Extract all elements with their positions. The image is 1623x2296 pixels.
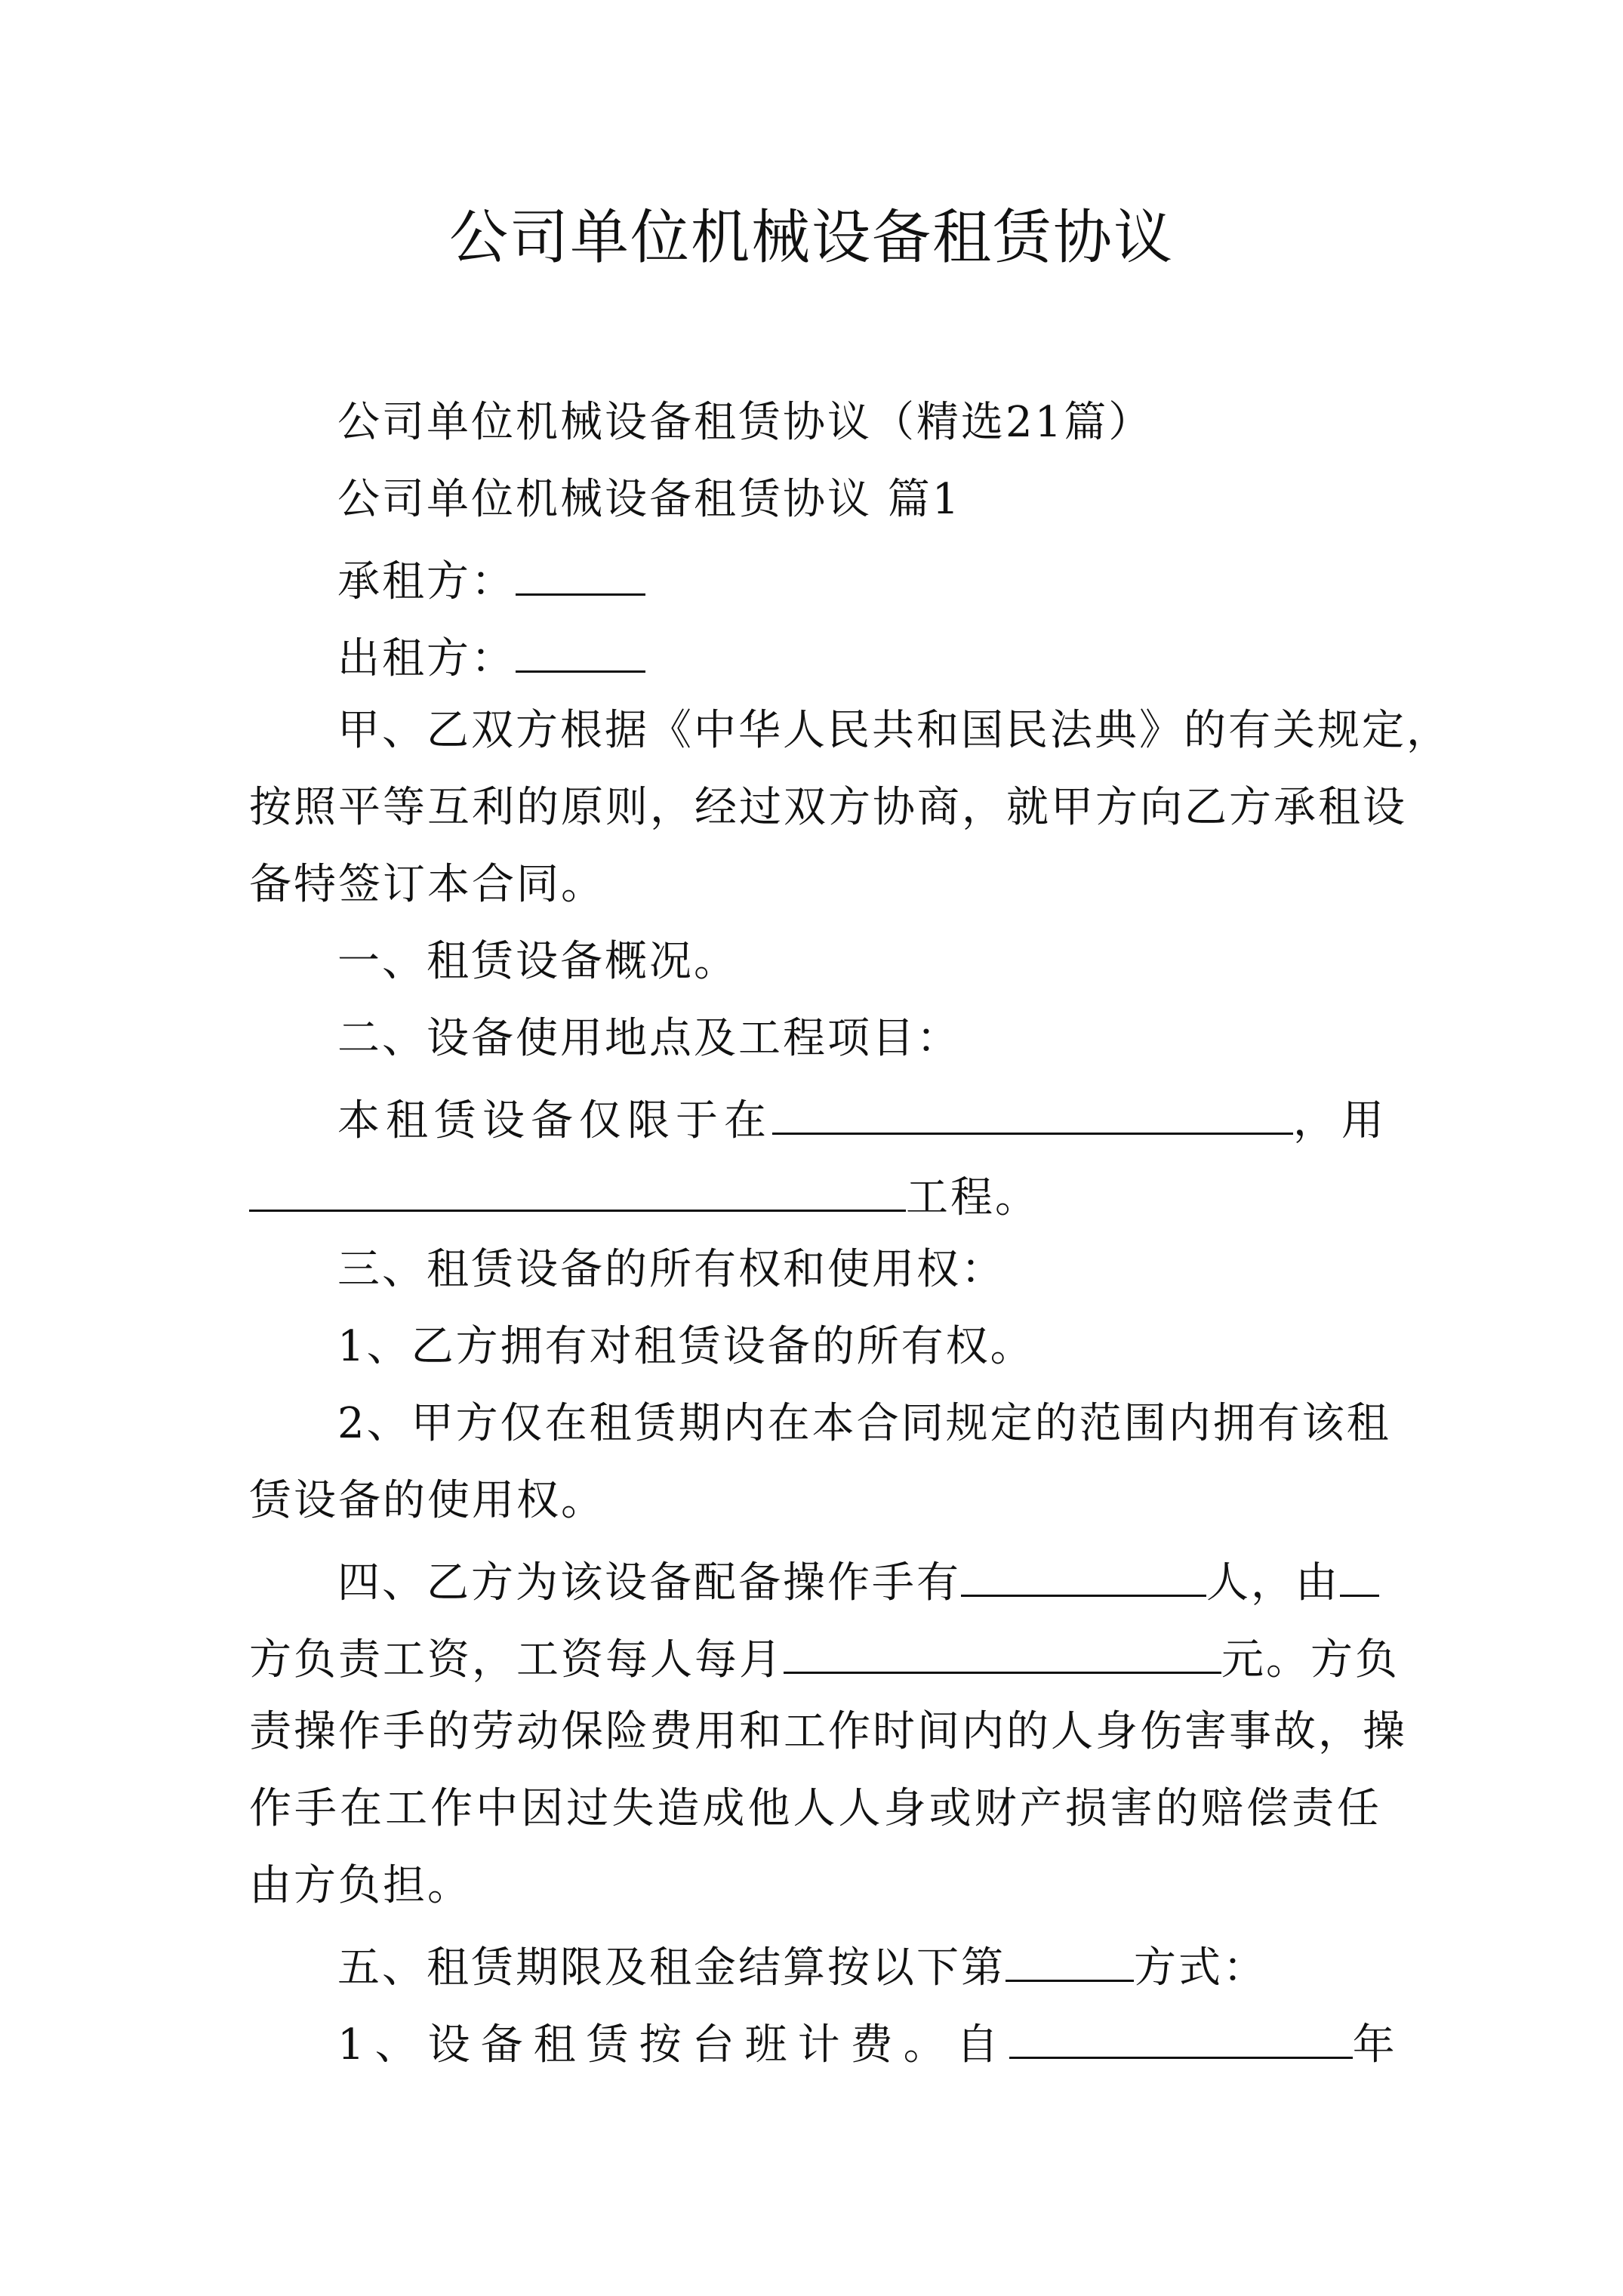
lessee-blank: [516, 547, 645, 596]
location-text-c: 工程。: [906, 1173, 1039, 1222]
item-4-text-c: 方负责工资，工资每人每月: [249, 1635, 784, 1684]
project-blank: [249, 1163, 906, 1212]
intro-line-1: 甲、乙双方根据《中华人民共和国民法典》的有关规定，: [337, 706, 1451, 755]
item-4-line-4: 作手在工作中因过失造成他人人身或财产损害的赔偿责任: [249, 1784, 1381, 1833]
item-5-1-text-a: 1、设备租赁按台班计费。自: [337, 2020, 1009, 2069]
item-1: 一、租赁设备概况。: [337, 937, 738, 986]
document-title: 公司单位机械设备租赁协议: [448, 204, 1174, 272]
item-4-text-d: 元。方负: [1221, 1635, 1400, 1684]
lessor-label: 出租方：: [337, 634, 516, 683]
lessee-label: 承租方：: [337, 557, 516, 606]
item-5-1-text-b: 年: [1352, 2020, 1406, 2069]
intro-line-3: 备特签订本合同。: [249, 860, 605, 909]
location-blank: [772, 1086, 1293, 1135]
intro-line-2: 按照平等互利的原则，经过双方协商，就甲方向乙方承租设: [249, 783, 1407, 832]
operator-count-blank: [961, 1548, 1206, 1597]
item-3-2-line-2: 赁设备的使用权。: [249, 1476, 605, 1525]
item-4-line-3: 责操作手的劳动保险费用和工作时间内的人身伤害事故，操: [249, 1707, 1407, 1756]
salary-blank: [784, 1625, 1221, 1674]
item-5-text-b: 方式：: [1134, 1943, 1267, 1992]
lessor-line: [337, 624, 1470, 684]
item-4-line-1: [337, 1548, 1470, 1608]
item-4-line-5: 由方负担。: [249, 1861, 472, 1910]
item-3-1: 1、乙方拥有对租赁设备的所有权。: [337, 1322, 1035, 1371]
item-5-1: [337, 2010, 1406, 2070]
item-4-text-b: 人，由: [1206, 1558, 1340, 1607]
item-2: 二、设备使用地点及工程项目：: [337, 1014, 961, 1063]
item-5-text-a: 五、租赁期限及租金结算按以下第: [337, 1943, 1006, 1992]
project-line: [249, 1163, 1381, 1223]
location-line: [337, 1086, 1390, 1146]
method-blank: [1006, 1933, 1134, 1982]
start-year-blank: [1009, 2010, 1353, 2059]
lessee-line: [337, 547, 1470, 607]
location-text-a: 本租赁设备仅限于在: [337, 1096, 772, 1145]
lessor-blank: [516, 624, 645, 673]
responsible-party-blank: [1340, 1548, 1379, 1597]
section-heading: 公司单位机械设备租赁协议 篇1: [337, 475, 962, 524]
item-3-2-line-1: 2、甲方仅在租赁期内在本合同规定的范围内拥有该租: [337, 1399, 1391, 1448]
item-4-text-a: 四、乙方为该设备配备操作手有: [337, 1558, 961, 1607]
location-text-b: ，用: [1293, 1096, 1390, 1145]
document-subtitle: 公司单位机械设备租赁协议（精选21篇）: [337, 398, 1153, 447]
item-4-line-2: [249, 1625, 1400, 1685]
item-5: [337, 1933, 1470, 1993]
item-3: 三、租赁设备的所有权和使用权：: [337, 1245, 1006, 1294]
